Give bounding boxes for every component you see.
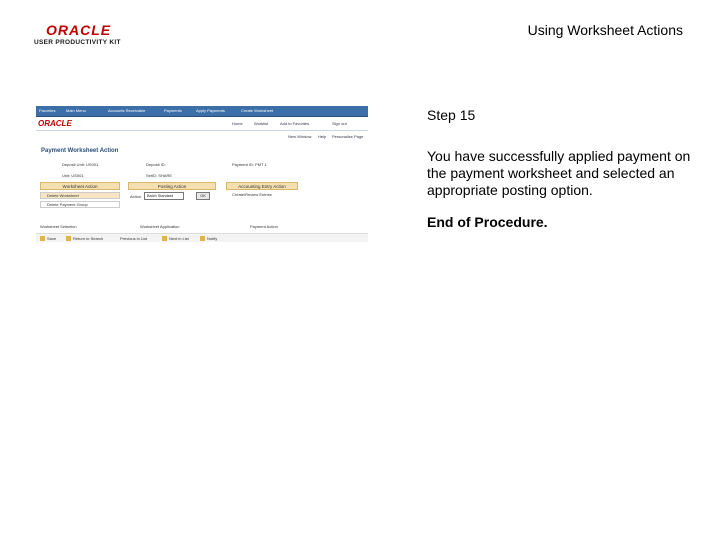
top-link-sign-out: Sign out [332,121,347,126]
step-description: You have successfully applied payment on the payment worksheet and selected an appropriate posting option. [427,148,691,198]
previous-in-list-button[interactable] [120,236,147,241]
oracle-upk-logo [34,22,126,48]
notify-icon [200,236,205,241]
nav-item-favorites: Favorites [39,108,56,113]
return-label: Return to Search [73,236,104,241]
application-screenshot [36,106,368,244]
next-label: Next in List [169,236,189,241]
save-label: Save [47,236,57,241]
brand-bar [36,117,368,131]
worksheet-action-heading: Worksheet Action [40,182,120,190]
nav-item-main-menu: Main Menu [66,108,86,113]
action-label: Action [130,194,142,199]
page-title: Payment Worksheet Action [41,148,119,154]
deposit-unit-label: Deposit Unit: US001 [62,162,99,167]
next-icon [162,236,167,241]
posting-action-heading: Posting Action [128,182,216,190]
navigation-bar [36,106,368,117]
accounting-entry-heading: Accounting Entry Action [226,182,298,190]
step-title: Step 15 [427,107,476,123]
top-link-worklist: Worklist [254,121,269,126]
create-review-entries-link[interactable]: Create/Review Entries [226,192,298,199]
posting-action-select[interactable]: Batch Standard [144,192,184,200]
worksheet-application-link[interactable]: Worksheet Application [140,224,180,229]
delete-payment-group-link[interactable]: Delete Payment Group [40,201,120,208]
payment-action-link: Payment Action [250,224,278,229]
previous-label: Previous in List [120,236,148,241]
ok-button[interactable]: OK [196,192,210,200]
top-link-add-favorites: Add to Favorites [280,121,310,126]
notify-label: Notify [207,236,218,241]
top-link-home: Home [232,121,243,126]
nav-item-apply-payments: Apply Payments [196,108,225,113]
next-in-list-button[interactable] [162,236,189,241]
sub-link-new-window: New Window [288,134,312,139]
logo-text: ORACLE [46,22,112,38]
end-of-procedure: End of Procedure. [427,214,548,230]
delete-worksheet-link[interactable]: Delete Worksheet [40,192,120,199]
return-to-search-button[interactable] [66,236,103,241]
bottom-toolbar [36,233,368,242]
nav-item-accounts-receivable: Accounts Receivable [108,108,146,113]
nav-item-create-worksheet: Create Worksheet [241,108,274,113]
brand-logo: ORACLE [38,119,72,128]
document-title: Using Worksheet Actions [527,22,683,38]
save-icon [40,236,45,241]
setid-label: SetID: SHARE [146,173,173,178]
return-icon [66,236,71,241]
unit-label: Unit: US001 [62,173,84,178]
save-button[interactable] [40,236,56,241]
payment-id-label: Payment ID: PMT 1 [232,162,267,167]
logo-subtitle: USER PRODUCTIVITY KIT [34,39,121,46]
worksheet-selection-link[interactable]: Worksheet Selection [40,224,77,229]
nav-item-payments: Payments [164,108,182,113]
sub-link-help: Help [318,134,327,139]
notify-button[interactable] [200,236,217,241]
sub-link-personalize: Personalize Page [332,134,364,139]
deposit-id-label: Deposit ID: [146,162,166,167]
